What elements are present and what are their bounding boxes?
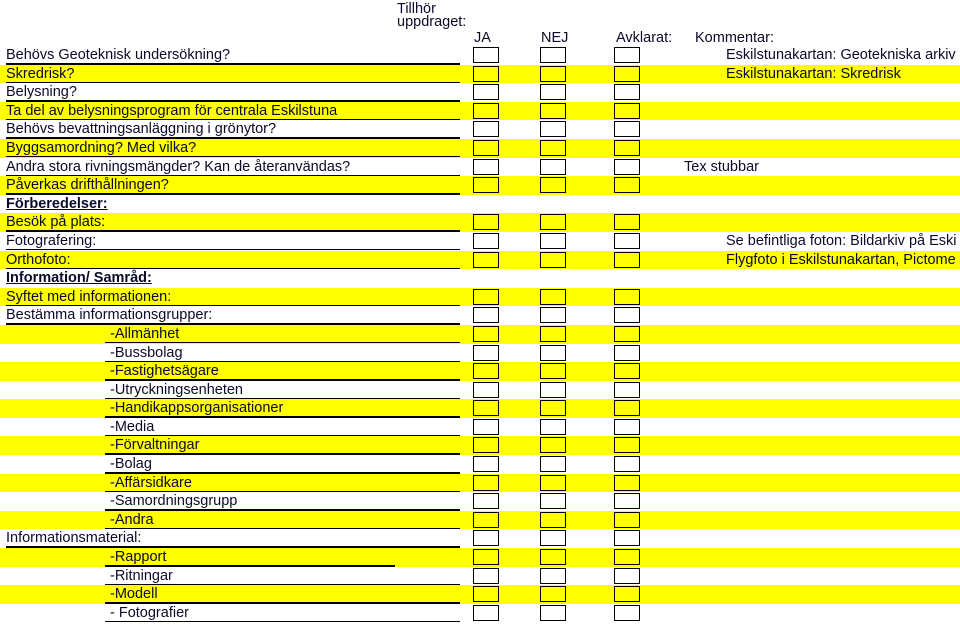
done-checkbox[interactable] <box>614 419 640 435</box>
done-checkbox[interactable] <box>614 605 640 621</box>
ja-checkbox[interactable] <box>473 252 499 268</box>
ja-checkbox[interactable] <box>473 140 499 156</box>
checklist-row <box>0 195 960 214</box>
checklist-row <box>0 251 960 270</box>
row-label: Påverkas drifthållningen? <box>6 177 169 194</box>
checklist <box>0 46 960 622</box>
nej-checkbox[interactable] <box>540 530 566 546</box>
col-header-nej: NEJ <box>541 30 569 46</box>
row-label: -Allmänhet <box>110 325 180 342</box>
done-checkbox[interactable] <box>614 140 640 156</box>
checklist-row <box>0 46 960 65</box>
checklist-row <box>0 529 960 548</box>
ja-checkbox[interactable] <box>473 121 499 137</box>
ja-checkbox[interactable] <box>473 214 499 230</box>
ja-checkbox[interactable] <box>473 103 499 119</box>
nej-checkbox[interactable] <box>540 605 566 621</box>
row-label: -Andra <box>110 511 154 528</box>
row-label: -Rapport <box>110 549 167 566</box>
ja-checkbox[interactable] <box>473 363 499 379</box>
nej-checkbox[interactable] <box>540 307 566 323</box>
row-label: -Bolag <box>110 456 152 473</box>
checklist-row <box>0 102 960 121</box>
ja-checkbox[interactable] <box>473 419 499 435</box>
done-checkbox[interactable] <box>614 345 640 361</box>
nej-checkbox[interactable] <box>540 493 566 509</box>
ja-checkbox[interactable] <box>473 512 499 528</box>
done-checkbox[interactable] <box>614 475 640 491</box>
done-checkbox[interactable] <box>614 400 640 416</box>
row-label: -Bussbolag <box>110 344 183 361</box>
row-label: -Samordningsgrupp <box>110 493 238 510</box>
row-label: -Fastighetsägare <box>110 363 219 380</box>
nej-checkbox[interactable] <box>540 66 566 82</box>
row-label: -Handikappsorganisationer <box>110 400 284 417</box>
ja-checkbox[interactable] <box>473 382 499 398</box>
done-checkbox[interactable] <box>614 512 640 528</box>
nej-checkbox[interactable] <box>540 512 566 528</box>
checklist-row <box>0 325 960 344</box>
nej-checkbox[interactable] <box>540 382 566 398</box>
ja-checkbox[interactable] <box>473 568 499 584</box>
nej-checkbox[interactable] <box>540 456 566 472</box>
done-checkbox[interactable] <box>614 159 640 175</box>
done-checkbox[interactable] <box>614 47 640 63</box>
done-checkbox[interactable] <box>614 121 640 137</box>
ja-checkbox[interactable] <box>473 475 499 491</box>
checklist-row <box>0 213 960 232</box>
done-checkbox[interactable] <box>614 530 640 546</box>
row-label: Byggsamordning? Med vilka? <box>6 139 197 156</box>
row-label: Informationsmaterial: <box>6 530 142 547</box>
checklist-row <box>0 548 960 567</box>
ja-checkbox[interactable] <box>473 493 499 509</box>
checklist-row <box>0 511 960 530</box>
row-label: -Affärsidkare <box>110 474 192 491</box>
nej-checkbox[interactable] <box>540 437 566 453</box>
nej-checkbox[interactable] <box>540 47 566 63</box>
checklist-row <box>0 120 960 139</box>
row-label: Fotografering: <box>6 232 97 249</box>
done-checkbox[interactable] <box>614 437 640 453</box>
row-label: Besök på plats: <box>6 214 106 231</box>
checklist-row <box>0 381 960 400</box>
row-comment: Eskilstunakartan: Geotekniska arkiv <box>726 47 956 63</box>
ja-checkbox[interactable] <box>473 400 499 416</box>
checklist-row <box>0 567 960 586</box>
ja-checkbox[interactable] <box>473 289 499 305</box>
checklist-row <box>0 418 960 437</box>
col-header-done: Avklarat: <box>616 30 673 46</box>
checklist-row <box>0 269 960 288</box>
nej-checkbox[interactable] <box>540 363 566 379</box>
row-underline <box>105 621 460 623</box>
nej-checkbox[interactable] <box>540 586 566 602</box>
nej-checkbox[interactable] <box>540 214 566 230</box>
checklist-row <box>0 604 960 623</box>
ja-checkbox[interactable] <box>473 437 499 453</box>
checklist-row <box>0 455 960 474</box>
done-checkbox[interactable] <box>614 568 640 584</box>
checklist-row <box>0 474 960 493</box>
done-checkbox[interactable] <box>614 549 640 565</box>
ja-checkbox[interactable] <box>473 47 499 63</box>
nej-checkbox[interactable] <box>540 326 566 342</box>
checklist-row <box>0 158 960 177</box>
done-checkbox[interactable] <box>614 103 640 119</box>
ja-checkbox[interactable] <box>473 549 499 565</box>
col-header-comment: Kommentar: <box>695 30 774 46</box>
checklist-row <box>0 399 960 418</box>
checklist-row <box>0 65 960 84</box>
checklist-row <box>0 306 960 325</box>
nej-checkbox[interactable] <box>540 233 566 249</box>
nej-checkbox[interactable] <box>540 549 566 565</box>
ja-checkbox[interactable] <box>473 530 499 546</box>
nej-checkbox[interactable] <box>540 568 566 584</box>
done-checkbox[interactable] <box>614 84 640 100</box>
checklist-row <box>0 232 960 251</box>
done-checkbox[interactable] <box>614 177 640 193</box>
done-checkbox[interactable] <box>614 586 640 602</box>
row-comment: Flygfoto i Eskilstunakartan, Pictome <box>726 251 956 268</box>
nej-checkbox[interactable] <box>540 159 566 175</box>
ja-checkbox[interactable] <box>473 326 499 342</box>
row-comment: Eskilstunakartan: Skredrisk <box>726 65 901 82</box>
checklist-row <box>0 344 960 363</box>
row-label: -Ritningar <box>110 567 173 584</box>
row-label: Bestämma informationsgrupper: <box>6 307 213 324</box>
ja-checkbox[interactable] <box>473 307 499 323</box>
done-checkbox[interactable] <box>614 252 640 268</box>
nej-checkbox[interactable] <box>540 475 566 491</box>
ja-checkbox[interactable] <box>473 605 499 621</box>
done-checkbox[interactable] <box>614 363 640 379</box>
ja-checkbox[interactable] <box>473 84 499 100</box>
done-checkbox[interactable] <box>614 233 640 249</box>
row-label: Förberedelser: <box>6 195 108 212</box>
nej-checkbox[interactable] <box>540 177 566 193</box>
row-label: Information/ Samråd: <box>6 270 152 287</box>
col-header-ja: JA <box>474 30 491 46</box>
ja-checkbox[interactable] <box>473 66 499 82</box>
done-checkbox[interactable] <box>614 214 640 230</box>
row-label: Ta del av belysningsprogram för centrala Eskilstuna <box>6 102 338 119</box>
checklist-row <box>0 139 960 158</box>
nej-checkbox[interactable] <box>540 252 566 268</box>
row-label: Behövs Geoteknisk undersökning? <box>6 47 231 63</box>
row-label: Skredrisk? <box>6 65 75 82</box>
ja-checkbox[interactable] <box>473 233 499 249</box>
done-checkbox[interactable] <box>614 289 640 305</box>
row-comment: Tex stubbar <box>684 158 759 175</box>
row-label: Syftet med informationen: <box>6 288 172 305</box>
nej-checkbox[interactable] <box>540 140 566 156</box>
row-label: -Utryckningsenheten <box>110 381 243 398</box>
done-checkbox[interactable] <box>614 307 640 323</box>
row-label: Orthofoto: <box>6 251 71 268</box>
row-comment: Se befintliga foton: Bildarkiv på Eski <box>726 232 957 249</box>
row-label: Belysning? <box>6 84 77 101</box>
row-label: -Förvaltningar <box>110 437 200 454</box>
row-label: Behövs bevattningsanläggning i grönytor? <box>6 121 277 138</box>
row-label: -Media <box>110 418 155 435</box>
row-label: - Fotografier <box>110 604 189 621</box>
ja-checkbox[interactable] <box>473 586 499 602</box>
nej-checkbox[interactable] <box>540 345 566 361</box>
checklist-row <box>0 362 960 381</box>
nej-checkbox[interactable] <box>540 419 566 435</box>
nej-checkbox[interactable] <box>540 121 566 137</box>
done-checkbox[interactable] <box>614 456 640 472</box>
checklist-row <box>0 585 960 604</box>
belongs-label-line2: uppdraget: <box>397 14 467 30</box>
checklist-row <box>0 492 960 511</box>
nej-checkbox[interactable] <box>540 289 566 305</box>
belongs-label-line1: Tillhör <box>397 1 436 17</box>
row-label: -Modell <box>110 586 158 603</box>
checklist-row <box>0 436 960 455</box>
ja-checkbox[interactable] <box>473 345 499 361</box>
ja-checkbox[interactable] <box>473 177 499 193</box>
ja-checkbox[interactable] <box>473 456 499 472</box>
nej-checkbox[interactable] <box>540 103 566 119</box>
nej-checkbox[interactable] <box>540 400 566 416</box>
done-checkbox[interactable] <box>614 382 640 398</box>
checklist-row <box>0 176 960 195</box>
checklist-row <box>0 83 960 102</box>
checklist-row <box>0 288 960 307</box>
done-checkbox[interactable] <box>614 326 640 342</box>
nej-checkbox[interactable] <box>540 84 566 100</box>
row-label: Andra stora rivningsmängder? Kan de återanvändas? <box>6 158 351 175</box>
ja-checkbox[interactable] <box>473 159 499 175</box>
column-header <box>0 0 960 46</box>
done-checkbox[interactable] <box>614 66 640 82</box>
done-checkbox[interactable] <box>614 493 640 509</box>
